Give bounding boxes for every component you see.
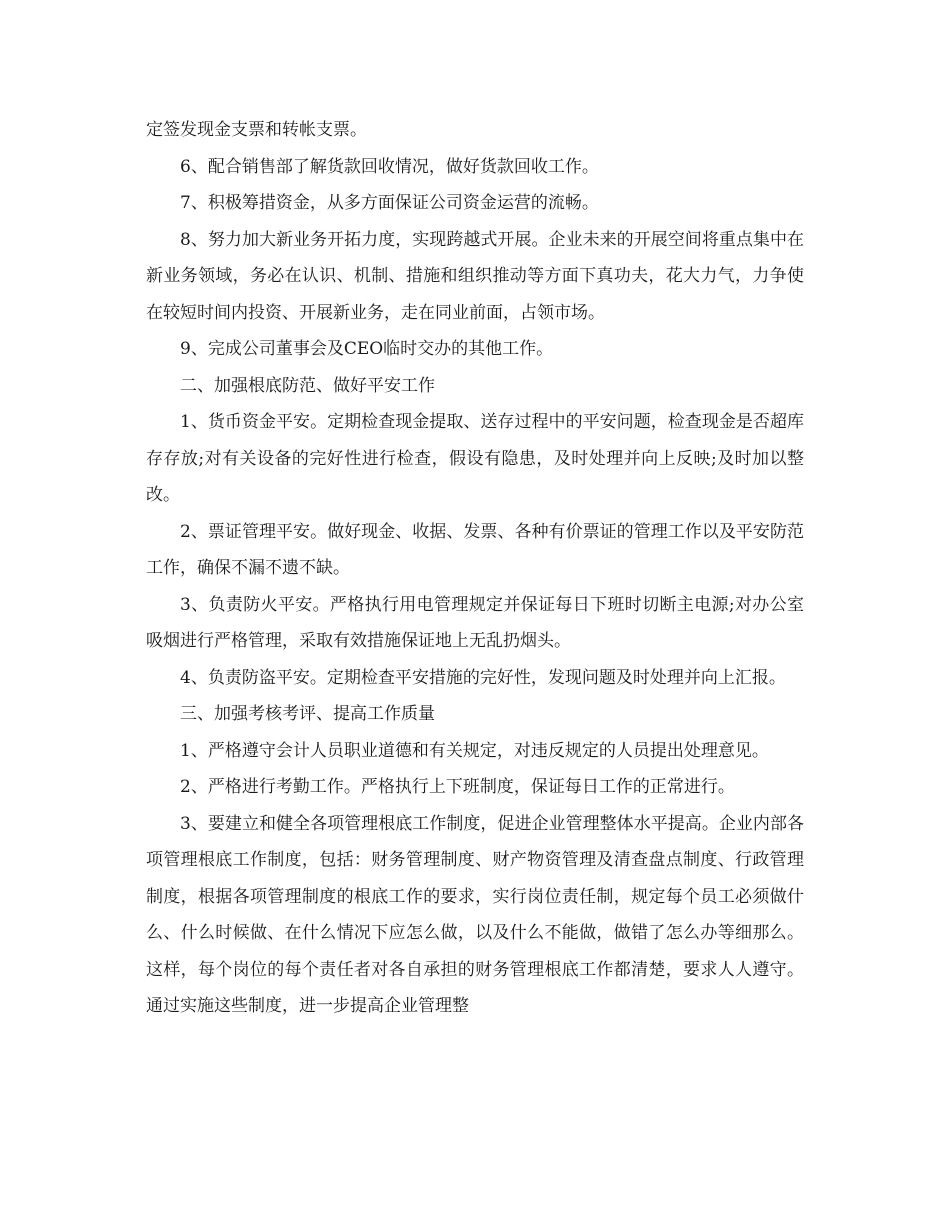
paragraph-3: 7、积极筹措资金，从多方面保证公司资金运营的流畅。: [180, 193, 599, 213]
paragraph-7: 1、货币资金平安。定期检查现金提取、送存过程中的平安问题，检查现金是否超库存存放;对有关设备的完好性进行检查，假设有隐患，及时处理并向上反映;及时加以整改。: [146, 412, 804, 505]
paragraph-10: 4、负责防盗平安。定期检查平安措施的完好性，发现问题及时处理并向上汇报。: [180, 667, 786, 688]
paragraph-5: 9、完成公司董事会及CEO临时交办的其他工作。: [180, 339, 554, 359]
paragraph-4: 8、努力加大新业务开拓力度，实现跨越式开展。企业未来的开展空间将重点集中在新业务领域，务必在认识、机制、措施和组织推动等方面下真功夫，花大力气，力争使在较短时间内投资、开展新业务，走在同业前面，占领市场。: [146, 229, 804, 323]
paragraph-9: 3、负责防火平安。严格执行用电管理规定并保证每日下班时切断主电源;对办公室吸烟进行严格管理，采取有效措施保证地上无乱扔烟头。: [146, 594, 804, 651]
document-body: [146, 112, 804, 1025]
section-heading-3: 三、加强考核考评、提高工作质量: [180, 704, 435, 724]
paragraph-1: 定签发现金支票和转帐支票。: [146, 120, 367, 140]
paragraph-8: 2、票证管理平安。做好现金、收据、发票、各种有价票证的管理工作以及平安防范工作，确保不漏不遗不缺。: [146, 521, 804, 578]
section-heading-2: 二、加强根底防范、做好平安工作: [180, 375, 435, 396]
paragraph-13: 2、严格进行考勤工作。严格执行上下班制度，保证每日工作的正常进行。: [180, 777, 735, 797]
paragraph-12: 1、严格遵守会计人员职业道德和有关规定，对违反规定的人员提出处理意见。: [180, 740, 769, 761]
paragraph-14: 3、要建立和健全各项管理根底工作制度，促进企业管理整体水平提高。企业内部各项管理根底工作制度，包括：财务管理制度、财产物资管理及清查盘点制度、行政管理制度，根据各项管理制度的根底工作的要求，实行岗位责任制，规定每个员工必须做什么、什么时候做、在什么情况下应怎么做，以及什么不能做，做错了怎么办等细那么。这样，每个岗位的每个责任者对各自承担的财务管理根底工作都清楚，要求人人遵守。通过实施这些制度，进一步提高企业管理整: [146, 813, 804, 1016]
paragraph-2: 6、配合销售部了解货款回收情况，做好货款回收工作。: [180, 156, 599, 177]
